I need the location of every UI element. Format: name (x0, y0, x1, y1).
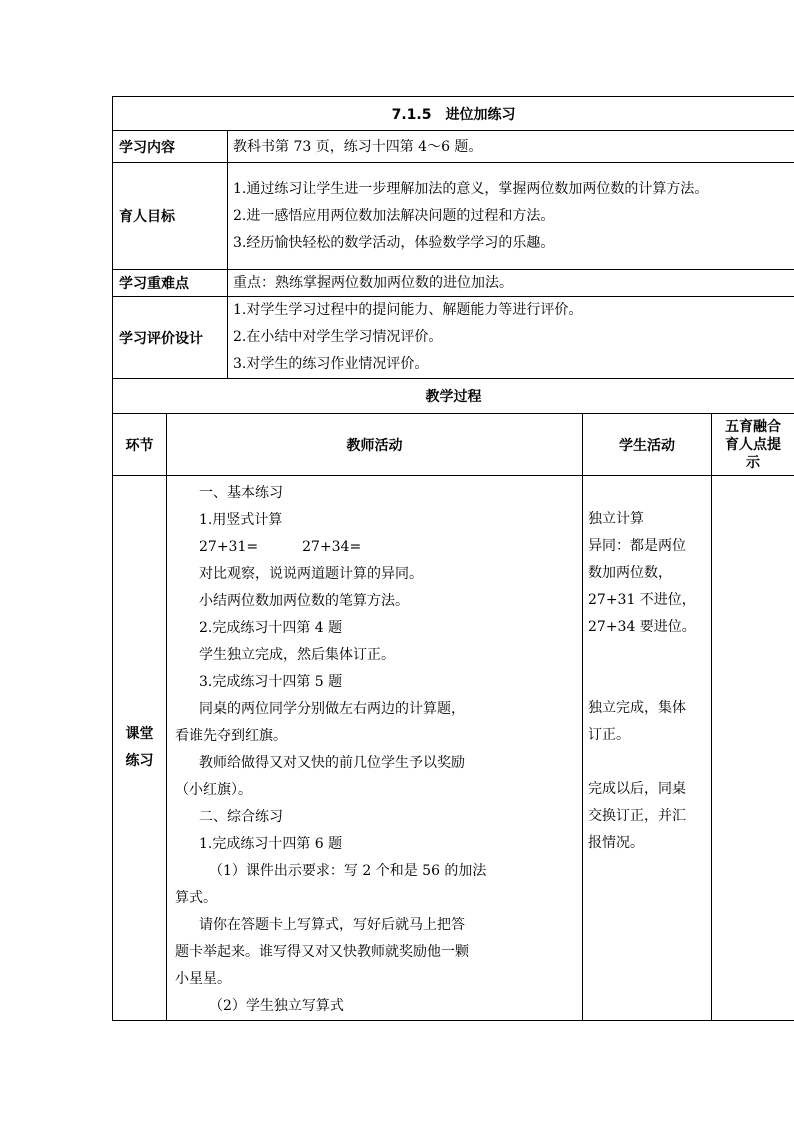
notes-header-line: 五育融合 (725, 418, 782, 435)
teacher-line: 算式。 (175, 890, 217, 906)
teacher-line: 学生独立完成，然后集体订正。 (199, 647, 395, 663)
student-line: 订正。 (588, 727, 630, 743)
teacher-line: 2.完成练习十四第 4 题 (199, 620, 343, 636)
teacher-line: 小结两位数加两位数的笔算方法。 (199, 593, 409, 609)
content-row (113, 131, 794, 163)
teacher-line: 教师给做得又对又快的前几位学生予以奖励 (199, 755, 465, 771)
student-line: 独立完成，集体 (588, 700, 686, 716)
lesson-plan (112, 96, 782, 1021)
content-value: 教科书第 73 页，练习十四第 4～6 题。 (228, 131, 794, 163)
goals-label: 育人目标 (113, 163, 228, 270)
goals-row (113, 163, 794, 270)
teacher-line: （1）课件出示要求：写 2 个和是 56 的加法 (209, 863, 487, 879)
teacher-header: 教师活动 (167, 414, 583, 476)
student-line: 27+34 要进位。 (588, 619, 696, 635)
teacher-line: （小红旗）。 (175, 782, 252, 798)
notes-header-line: 育人点提 (725, 436, 782, 453)
student-line: 数加两位数， (588, 565, 672, 581)
practice-row (113, 476, 794, 1021)
student-line: 交换订正，并汇 (588, 808, 686, 824)
lesson-title: 7.1.5 进位加练习 (113, 97, 794, 131)
goal-item: 3.经历愉快轻松的数学活动，体验数学学习的乐趣。 (233, 234, 555, 251)
evaluation-value (228, 297, 794, 379)
stage-line: 课堂 (125, 726, 154, 742)
teacher-line: （2）学生独立写算式 (209, 998, 344, 1014)
student-line: 独立计算 (588, 511, 644, 527)
evaluation-label: 学习评价设计 (113, 297, 228, 379)
stage-header: 环节 (113, 414, 167, 476)
goal-item: 2.进一感悟应用两位数加法解决问题的过程和方法。 (233, 207, 555, 224)
teacher-line: 请你在答题卡上写算式，写好后就马上把答 (199, 917, 465, 933)
teacher-line: 1.用竖式计算 (199, 512, 283, 528)
lesson-table (112, 96, 794, 1021)
evaluation-item: 2.在小结中对学生学习情况评价。 (233, 329, 443, 345)
student-line: 27+31 不进位， (588, 592, 696, 608)
column-header-row (113, 414, 794, 476)
title-row (113, 97, 794, 131)
teacher-line: 二、综合练习 (199, 809, 283, 825)
content-label: 学习内容 (113, 131, 228, 163)
stage-cell (113, 476, 167, 1021)
equation: 27+34= (302, 539, 362, 555)
key-points-label: 学习重难点 (113, 270, 228, 297)
student-line: 完成以后，同桌 (588, 781, 686, 797)
teacher-line: 看谁先夺到红旗。 (175, 728, 287, 744)
key-points-value: 重点：熟练掌握两位数加两位数的进位加法。 (228, 270, 794, 297)
notes-header (712, 414, 794, 476)
teacher-activity (167, 476, 583, 1021)
notes-cell (712, 476, 794, 1021)
stage-line: 练习 (125, 753, 154, 769)
key-points-row (113, 270, 794, 297)
process-title: 教学过程 (113, 379, 794, 414)
student-line: 报情况。 (588, 835, 644, 851)
teacher-line: 对比观察，说说两道题计算的异同。 (199, 566, 423, 582)
evaluation-item: 3.对学生的练习作业情况评价。 (233, 356, 429, 372)
evaluation-item: 1.对学生学习过程中的提问能力、解题能力等进行评价。 (233, 302, 583, 318)
goals-value (228, 163, 794, 270)
teacher-line: 一、基本练习 (199, 485, 283, 501)
teacher-line (167, 534, 582, 561)
teacher-line: 1.完成练习十四第 6 题 (199, 836, 343, 852)
teacher-line: 同桌的两位同学分别做左右两边的计算题， (199, 701, 465, 717)
student-line: 异同：都是两位 (588, 538, 686, 554)
teacher-line: 题卡举起来。谁写得又对又快教师就奖励他一颗 (175, 944, 469, 960)
student-activity (583, 476, 712, 1021)
equation: 27+31= (199, 539, 259, 555)
teacher-line: 3.完成练习十四第 5 题 (199, 674, 343, 690)
evaluation-row (113, 297, 794, 379)
goal-item: 1.通过练习让学生进一步理解加法的意义，掌握两位数加两位数的计算方法。 (233, 180, 709, 197)
notes-header-line: 示 (746, 454, 761, 471)
student-header: 学生活动 (583, 414, 712, 476)
process-title-row (113, 379, 794, 414)
teacher-line: 小星星。 (175, 971, 231, 987)
